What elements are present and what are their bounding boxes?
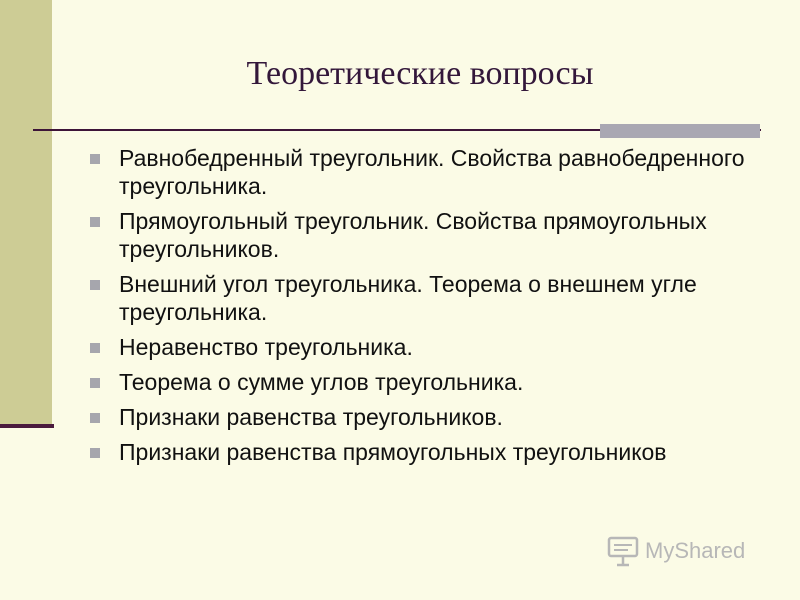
presentation-board-icon	[606, 534, 640, 568]
list-item	[90, 438, 770, 466]
left-accent-line	[0, 424, 54, 428]
list-item	[90, 270, 770, 326]
square-bullet-icon	[90, 154, 100, 164]
list-item	[90, 403, 770, 431]
list-item-label: Прямоугольный треугольник. Свойства прямоугольных треугольников.	[119, 208, 707, 262]
square-bullet-icon	[90, 217, 100, 227]
list-item	[90, 368, 770, 396]
square-bullet-icon	[90, 343, 100, 353]
list-item	[90, 333, 770, 361]
list-item-label: Равнобедренный треугольник. Свойства равнобедренного треугольника.	[119, 145, 745, 199]
square-bullet-icon	[90, 378, 100, 388]
square-bullet-icon	[90, 413, 100, 423]
list-item-label: Внешний угол треугольника. Теорема о внешнем угле треугольника.	[119, 271, 697, 325]
list-item-label: Неравенство треугольника.	[119, 334, 413, 360]
list-item	[90, 207, 770, 263]
slide-title: Теоретические вопросы	[246, 55, 594, 92]
list-item-label: Признаки равенства прямоугольных треугольников	[119, 439, 667, 465]
watermark-label: MyShared	[645, 538, 746, 563]
list-item-label: Признаки равенства треугольников.	[119, 404, 503, 430]
square-bullet-icon	[90, 448, 100, 458]
watermark	[606, 534, 745, 568]
left-band	[0, 0, 52, 425]
list-item-label: Теорема о сумме углов треугольника.	[119, 369, 524, 395]
list-item	[90, 144, 770, 200]
title-divider-block	[600, 124, 760, 138]
square-bullet-icon	[90, 280, 100, 290]
question-list	[90, 144, 770, 473]
